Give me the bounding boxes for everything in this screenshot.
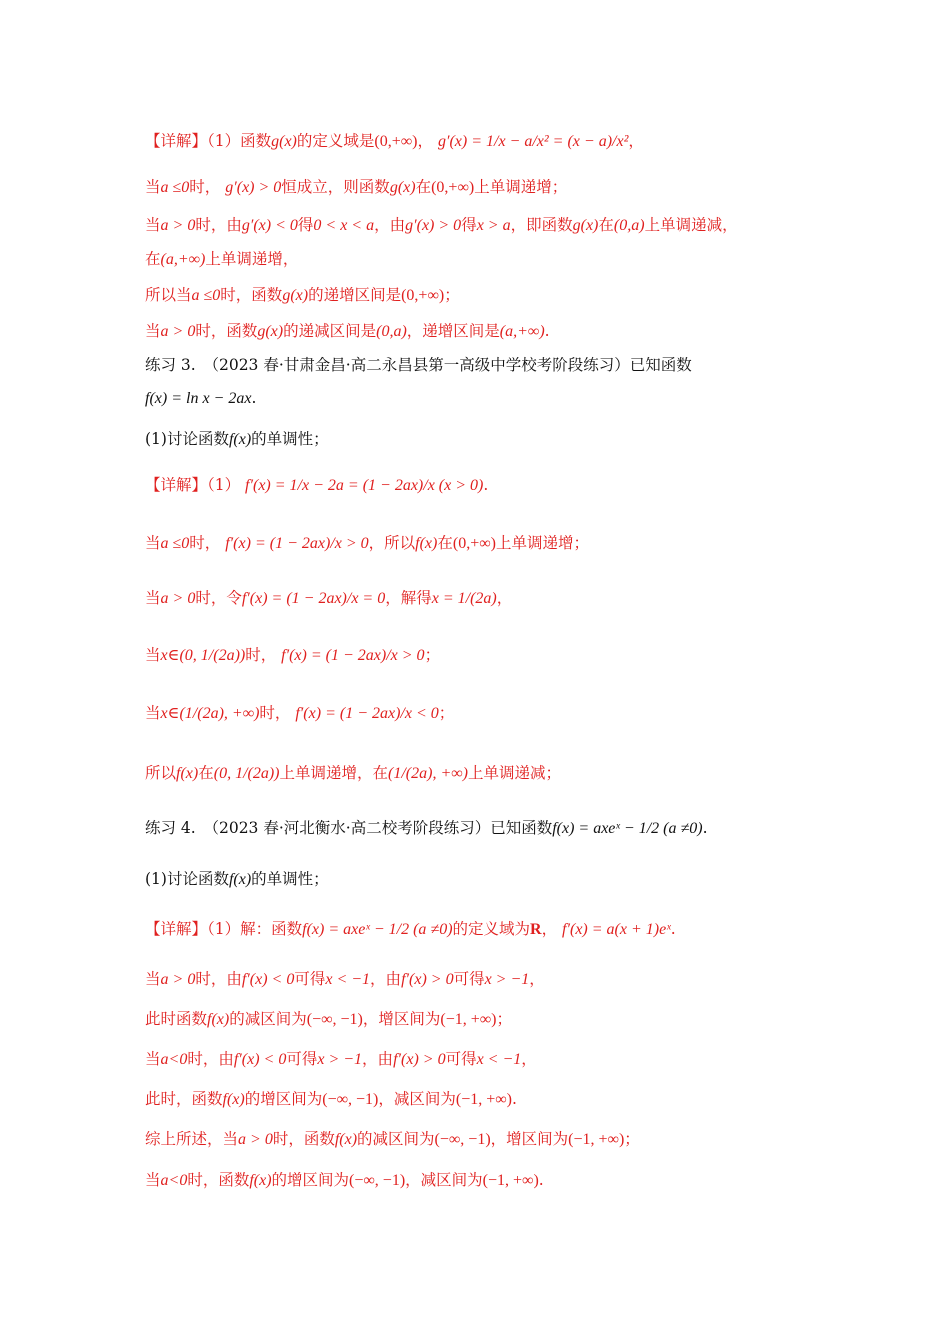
solution-3-line-5: 所以当a ≤0时，函数g(x)的递增区间是(0,+∞)； [145, 286, 460, 304]
solution-e3-line-5: 当x∈(1/(2a), +∞)时， f′(x) = (1 − 2ax)/x < 0； [145, 704, 455, 722]
solution-3-line-3: 当a > 0时，由g′(x) < 0得0 < x < a，由g′(x) > 0得x > a，即函数g(x)在(0,a)上单调递减， [145, 216, 738, 234]
solution-e3-line-4: 当x∈(0, 1/(2a))时， f′(x) = (1 − 2ax)/x > 0； [145, 646, 441, 664]
solution-e3-line-2: 当a ≤0时， f′(x) = (1 − 2ax)/x > 0，所以f(x)在(0,+∞)上单调递增； [145, 534, 589, 552]
solution-3-line-1: 【详解】（1）函数g(x)的定义域是(0,+∞)， g′(x) = 1/x − a/x² = (x − a)/x²， [145, 132, 644, 150]
exercise-3-function: f(x) = ln x − 2ax. [145, 389, 257, 407]
solution-3-line-2: 当a ≤0时， g′(x) > 0恒成立，则函数g(x)在(0,+∞)上单调递增； [145, 178, 568, 196]
solution-e4-line-6: 综上所述，当a > 0时，函数f(x)的减区间为(−∞, −1)，增区间为(−1, +∞)； [145, 1130, 640, 1148]
solution-e4-line-3: 此时函数f(x)的减区间为(−∞, −1)，增区间为(−1, +∞)； [145, 1010, 512, 1028]
solution-3-line-6: 当a > 0时，函数g(x)的递减区间是(0,a)，递增区间是(a,+∞). [145, 322, 550, 340]
solution-e4-line-4: 当a<0时，由f′(x) < 0可得x > −1，由f′(x) > 0可得x < −1， [145, 1050, 537, 1068]
exercise-4-title: 练习 4. （2023 春·河北衡水·高二校考阶段练习）已知函数f(x) = axeˣ − 1/2 (a ≠0). [145, 819, 708, 837]
solution-e4-line-1: 【详解】（1）解：函数f(x) = axeˣ − 1/2 (a ≠0)的定义域为R， f′(x) = a(x + 1)eˣ. [145, 920, 676, 938]
solution-e3-line-1: 【详解】（1） f′(x) = 1/x − 2a = (1 − 2ax)/x (x > 0). [145, 476, 489, 494]
exercise-3-title: 练习 3. （2023 春·甘肃金昌·高二永昌县第一高级中学校考阶段练习）已知函数 [145, 356, 692, 374]
exercise-3-question: (1)讨论函数f(x)的单调性； [145, 430, 329, 448]
solution-e4-line-5: 此时，函数f(x)的增区间为(−∞, −1)，减区间为(−1, +∞). [145, 1090, 517, 1108]
solution-e4-line-7: 当a<0时，函数f(x)的增区间为(−∞, −1)，减区间为(−1, +∞). [145, 1171, 544, 1189]
solution-e3-line-3: 当a > 0时，令f′(x) = (1 − 2ax)/x = 0，解得x = 1/(2a)， [145, 589, 513, 607]
solution-e3-line-6: 所以f(x)在(0, 1/(2a))上单调递增，在(1/(2a), +∞)上单调递减； [145, 764, 561, 782]
solution-e4-line-2: 当a > 0时，由f′(x) < 0可得x < −1，由f′(x) > 0可得x > −1， [145, 970, 545, 988]
exercise-4-question: (1)讨论函数f(x)的单调性； [145, 870, 329, 888]
solution-3-line-4: 在(a,+∞)上单调递增， [145, 250, 299, 268]
